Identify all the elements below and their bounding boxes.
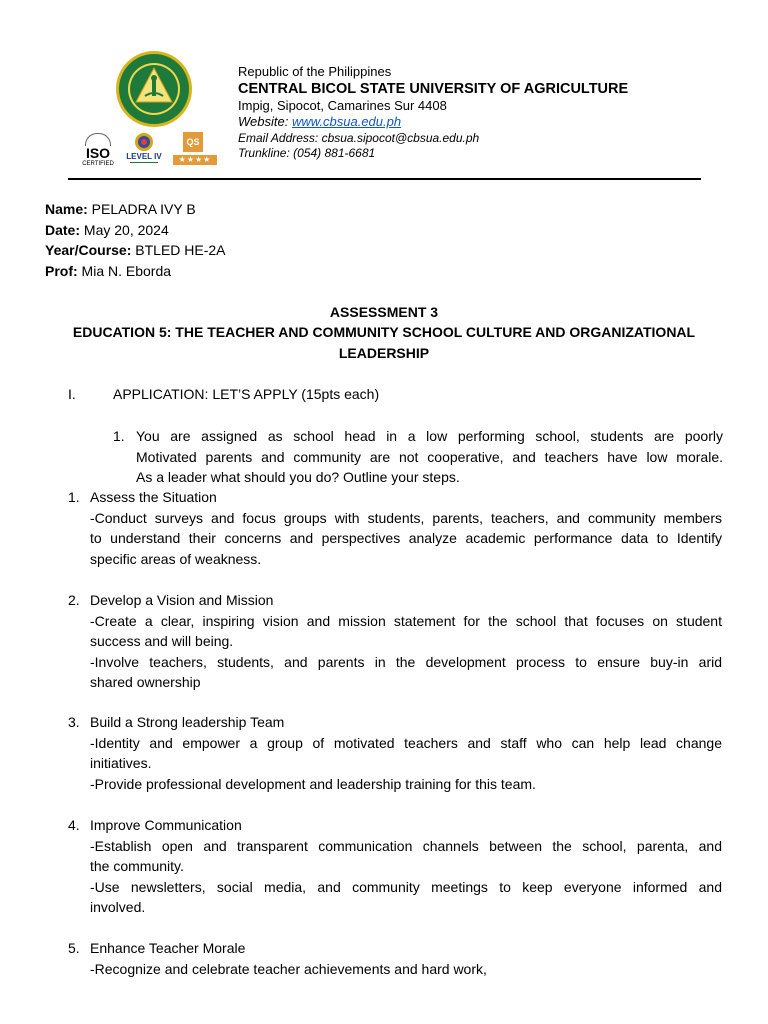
level-label: LEVEL IV [126, 152, 162, 161]
step-line: success and will being. [90, 633, 234, 649]
date-row: Date: May 20, 2024 [45, 221, 169, 238]
level-iv-logo [124, 132, 164, 168]
iso-sub: CERTIFIED [82, 161, 114, 167]
step-title: Improve Communication [90, 817, 242, 833]
question-line-3: As a leader what should you do? Outline your steps. [136, 469, 460, 485]
step-line: shared ownership [90, 674, 201, 690]
student-date: May 20, 2024 [80, 221, 169, 238]
step-line: to understand their concerns and perspectives analyze academic performance data to Identify [90, 530, 722, 546]
iso-certified-logo [80, 133, 116, 169]
iso-label: ISO [85, 145, 111, 161]
qs-stars: ★★★★ [173, 155, 217, 165]
university-address: Impig, Sipocot, Camarines Sur 4408 [238, 98, 447, 113]
step-line: -Create a clear, inspiring vision and mission statement for the school that focuses on student [90, 612, 722, 629]
step-line: -Conduct surveys and focus groups with students, parents, teachers, and community members [90, 509, 722, 526]
qs-stars-logo [173, 132, 217, 168]
qs-label: QS [183, 132, 203, 152]
step-block [90, 712, 722, 794]
step-line: involved. [90, 899, 146, 915]
step-line: initiatives. [90, 755, 152, 771]
step-line: -Identity and empower a group of motivated teachers and staff who can help lead change [90, 734, 722, 751]
student-name: PELADRA IVY B [87, 201, 196, 217]
step-number: 3. [68, 714, 80, 730]
prof-name: Mia N. Eborda [77, 262, 172, 279]
step-title: Develop a Vision and Mission [90, 592, 274, 608]
section-heading: APPLICATION: LET’S APPLY (15pts each) [113, 386, 380, 402]
question-line-2: Motivated parents and community are not cooperative, and teachers have low morale. [136, 448, 723, 465]
question-number: 1. [113, 428, 125, 444]
republic-line: Republic of the Philippines [238, 64, 392, 79]
step-line: -Provide professional development and leadership training for this team. [90, 775, 536, 792]
assessment-title: ASSESSMENT 3 [329, 304, 439, 320]
step-line: -Involve teachers, students, and parents in the development process to ensure buy-in arid [90, 653, 722, 670]
prof-row: Prof: Mia N. Eborda [45, 262, 172, 279]
question-text [136, 426, 723, 488]
website-link[interactable]: www.cbsua.edu.ph [291, 114, 402, 129]
student-info [45, 199, 226, 281]
email-line: Email Address: cbsua.sipocot@cbsua.edu.ph [238, 131, 480, 145]
website-line [238, 114, 401, 130]
step-line: -Establish open and transparent communication channels between the school, parenta, and [90, 837, 722, 854]
website-label: Website: [238, 114, 292, 129]
step-block [90, 938, 722, 979]
step-title: Enhance Teacher Morale [90, 940, 246, 956]
name-row: Name: PELADRA IVY B [45, 201, 196, 217]
step-block [90, 590, 722, 693]
step-line: the community. [90, 858, 184, 874]
step-title: Build a Strong leadership Team [90, 714, 285, 730]
step-number: 4. [68, 817, 80, 833]
step-number: 5. [68, 940, 80, 956]
section-roman: I. [68, 386, 76, 402]
step-block [90, 815, 722, 918]
step-line: -Use newsletters, social media, and community meetings to keep everyone informed and [90, 878, 722, 895]
step-block [90, 487, 722, 569]
question-line-1: You are assigned as school head in a low performing school, students are poorly [136, 428, 723, 444]
step-line: specific areas of weakness. [90, 550, 262, 567]
step-line: -Recognize and celebrate teacher achievements and hard work, [90, 960, 487, 977]
header-divider [68, 178, 701, 180]
subject-title-line2: LEADERSHIP [338, 345, 430, 361]
course-row: Year/Course: BTLED HE-2A [45, 242, 226, 258]
step-number: 2. [68, 592, 80, 608]
trunkline: Trunkline: (054) 881-6681 [238, 146, 376, 160]
step-number: 1. [68, 489, 80, 505]
university-name: CENTRAL BICOL STATE UNIVERSITY OF AGRICULTURE [238, 81, 629, 97]
student-course: BTLED HE-2A [131, 242, 226, 258]
step-title: Assess the Situation [90, 489, 217, 505]
university-seal [115, 50, 193, 128]
subject-title-line1: EDUCATION 5: THE TEACHER AND COMMUNITY SCHOOL CULTURE AND ORGANIZATIONAL [72, 324, 696, 340]
